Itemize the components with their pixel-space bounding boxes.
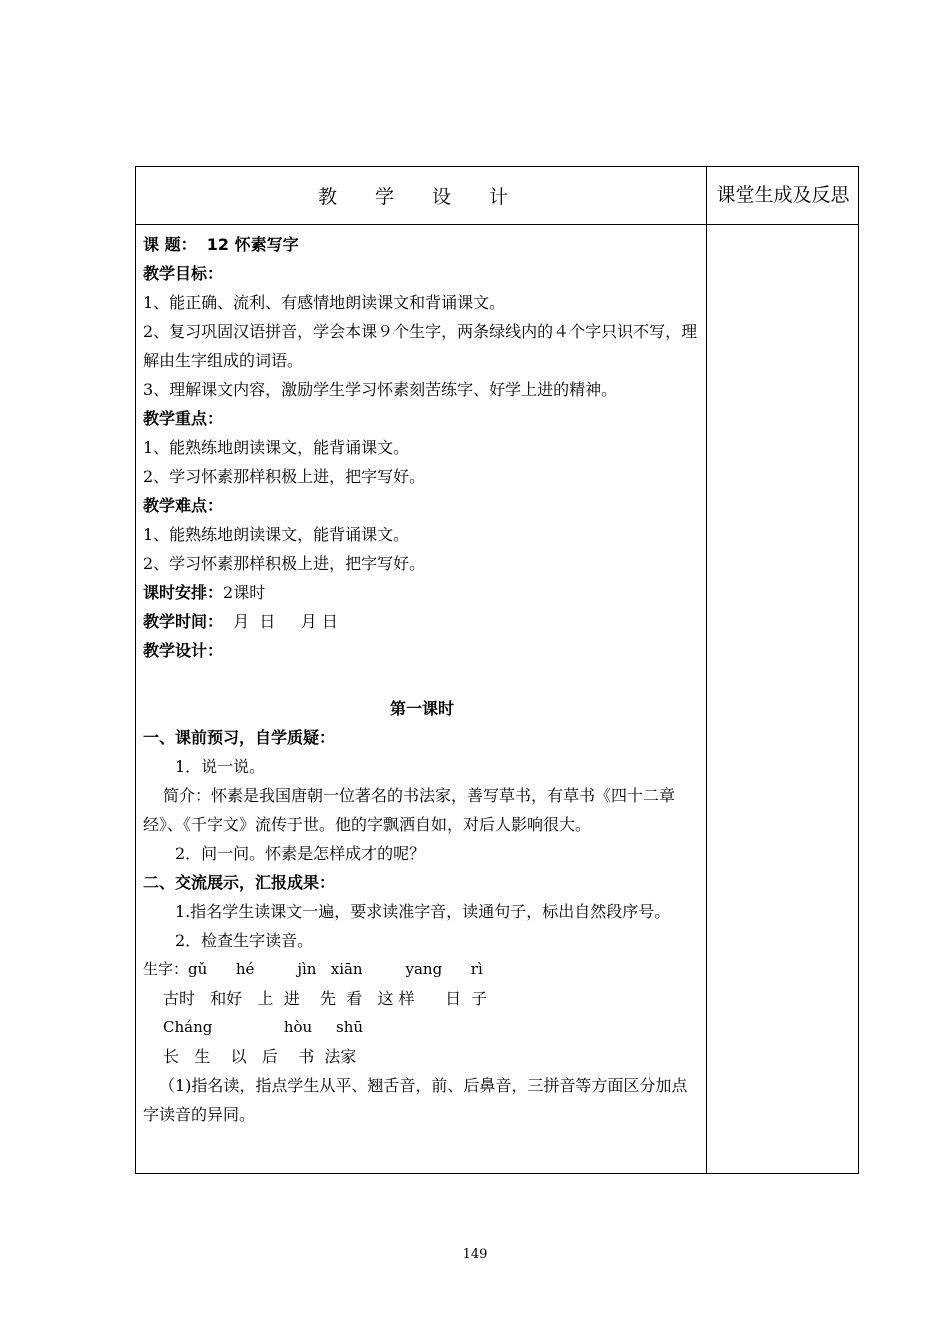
difficulty-heading: 教学难点：	[143, 496, 224, 515]
section-item: 2．检查生字读音。	[175, 931, 314, 950]
lesson-title-label: 课 题：	[143, 235, 197, 254]
schedule-label: 课时安排：	[143, 583, 224, 602]
design-label: 教学设计：	[143, 641, 224, 660]
sub-item: （1)指名读，指点学生从平、翘舌音，前、后鼻音，三拼音等方面区分加点字读音的异同。	[143, 1076, 688, 1124]
lesson-title: 12 怀素写字	[206, 235, 299, 254]
difficulty-point: 1、能熟练地朗读课文，能背诵课文。	[143, 525, 410, 544]
section-heading: 二、交流展示，汇报成果：	[143, 873, 336, 892]
pinyin-row: Cháng hòu shū	[163, 1018, 364, 1036]
goal-item: 3、理解课文内容，激励学生学习怀素刻苦练字、好学上进的精神。	[143, 380, 618, 399]
key-heading: 教学重点：	[143, 409, 224, 428]
schedule-value: 2课时	[223, 583, 266, 602]
column-divider	[706, 167, 707, 1173]
pinyin-row: 生字：gǔ hé jìn xiān yang rì	[143, 960, 483, 978]
header-divider	[136, 224, 858, 225]
period-title: 第一课时	[389, 699, 454, 718]
header-reflection-line2: 及反思	[792, 184, 850, 206]
lesson-title-row	[143, 230, 701, 259]
section-item: 1．说一说。	[175, 757, 266, 776]
goal-item: 2、复习巩固汉语拼音，学会本课９个生字，两条绿线内的４个字只识不写，理解由生字组成的词语。	[143, 322, 698, 370]
key-point: 1、能熟练地朗读课文，能背诵课文。	[143, 438, 410, 457]
lesson-content	[143, 230, 701, 1129]
key-point: 2、学习怀素那样积极上进，把字写好。	[143, 467, 426, 486]
blank-line	[143, 665, 701, 694]
section-heading: 一、课前预习，自学质疑：	[143, 728, 336, 747]
characters-row: 古时 和好 上 进 先 看 这 样 日 子	[163, 989, 488, 1008]
intro-paragraph: 简介：怀素是我国唐朝一位著名的书法家，善写草书，有草书《四十二章经》、《千字文》流传于世。他的字飘洒自如，对后人影响很大。	[143, 786, 676, 834]
header-reflection	[707, 167, 859, 224]
header-teaching-design: 教 学 设 计	[317, 186, 525, 208]
goal-item: 1、能正确、流利、有感情地朗读课文和背诵课文。	[143, 293, 506, 312]
time-row	[143, 607, 701, 636]
header-reflection-line1: 课堂生成	[716, 184, 793, 206]
schedule-row	[143, 578, 701, 607]
time-label: 教学时间：	[143, 612, 224, 631]
time-value: 月 日 月 日	[223, 612, 338, 631]
goals-heading: 教学目标：	[143, 264, 224, 283]
section-item: 1.指名学生读课文一遍，要求读准字音，读通句子，标出自然段序号。	[175, 902, 671, 921]
section-item: 2．问一问。怀素是怎样成才的呢？	[175, 844, 426, 863]
difficulty-point: 2、学习怀素那样积极上进，把字写好。	[143, 554, 426, 573]
page-number: 149	[462, 1247, 488, 1262]
characters-row: 长 生 以 后 书 法家	[163, 1047, 357, 1066]
